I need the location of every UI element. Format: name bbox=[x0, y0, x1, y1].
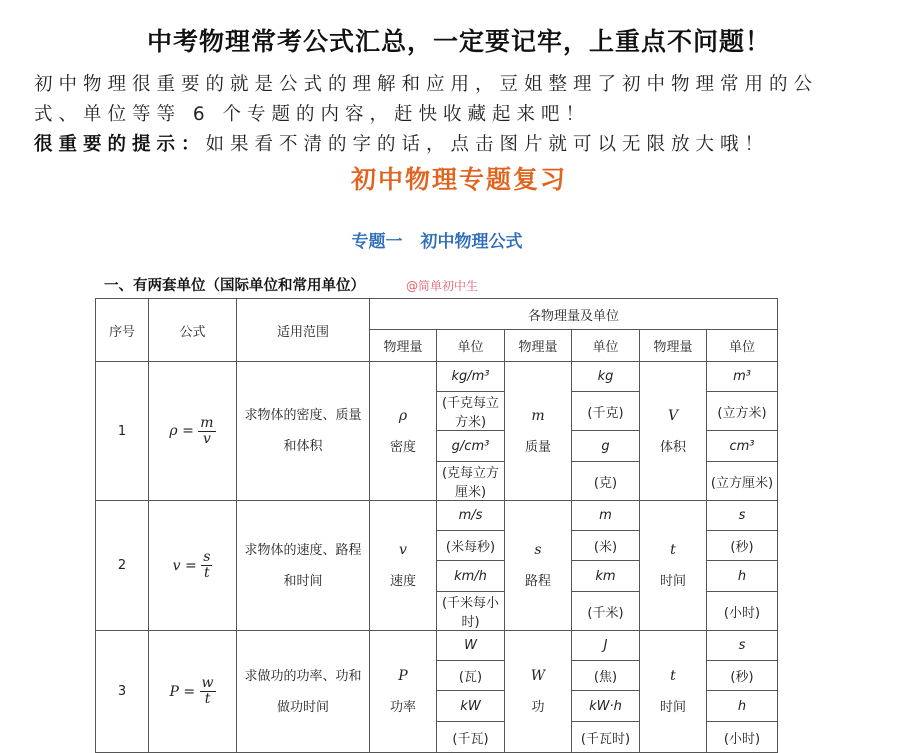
formula-numerator: w bbox=[201, 675, 214, 692]
formula-cell: v = $\frac{s}{t}$ bbox=[149, 501, 237, 631]
quantity-symbol: t bbox=[670, 542, 676, 558]
unit-note: (秒) bbox=[707, 661, 778, 691]
unit-cell: h bbox=[707, 561, 778, 592]
quantity-name: 功率 bbox=[389, 700, 416, 715]
unit-note: (立方厘米) bbox=[707, 462, 778, 501]
formula-cell: ρ = $\frac{m}{v}$ bbox=[149, 362, 237, 501]
tip-line bbox=[34, 130, 894, 156]
unit-cell: kW·h bbox=[572, 691, 640, 722]
quantity-name: 时间 bbox=[659, 574, 686, 589]
range-cell bbox=[237, 501, 370, 631]
unit-note: (瓦) bbox=[437, 661, 505, 691]
unit-cell: J bbox=[572, 631, 640, 661]
table-row bbox=[96, 631, 778, 661]
header-unit: 单位 bbox=[437, 330, 505, 362]
quantity-name: 路程 bbox=[524, 574, 551, 589]
unit-note: (克) bbox=[572, 462, 640, 501]
table-header-row bbox=[96, 299, 778, 330]
range-cell bbox=[237, 362, 370, 501]
range-line: 求做功的功率、功和 bbox=[244, 668, 362, 684]
unit-note: (克每立方厘米) bbox=[437, 462, 505, 501]
header-quantity: 物理量 bbox=[505, 330, 572, 362]
subheading-part2: 初中物理公式 bbox=[420, 232, 523, 252]
quantity-symbol: W bbox=[530, 668, 546, 684]
quantity-cell bbox=[505, 631, 572, 753]
unit-note: (千克) bbox=[572, 392, 640, 431]
formula-lhs: P bbox=[169, 683, 179, 700]
quantity-symbol: v bbox=[399, 542, 407, 558]
quantity-name: 速度 bbox=[389, 574, 416, 589]
unit-cell: km/h bbox=[437, 561, 505, 592]
quantity-cell bbox=[640, 631, 707, 753]
header-formula: 公式 bbox=[149, 299, 237, 362]
unit-cell: cm³ bbox=[707, 431, 778, 462]
tip-text: 如果看不清的字的话，点击图片就可以无限放大哦！ bbox=[205, 134, 770, 155]
formula-table bbox=[95, 298, 778, 753]
unit-note: (千米) bbox=[572, 592, 640, 631]
formula-numerator: m bbox=[200, 414, 214, 431]
range-cell bbox=[237, 631, 370, 753]
formula-numerator: s bbox=[203, 549, 211, 566]
unit-note: (千克每立方米) bbox=[437, 392, 505, 431]
table-row bbox=[96, 362, 778, 392]
unit-note: (小时) bbox=[707, 722, 778, 753]
quantity-symbol: t bbox=[670, 668, 676, 684]
range-line: 和时间 bbox=[283, 573, 323, 589]
unit-note: (千瓦时) bbox=[572, 722, 640, 753]
intro-line-1: 初中物理很重要的就是公式的理解和应用，豆姐整理了初中物理常用的公 bbox=[34, 74, 819, 95]
unit-cell: km bbox=[572, 561, 640, 592]
formula-denominator: t bbox=[204, 691, 211, 707]
header-group: 各物理量及单位 bbox=[370, 299, 778, 330]
unit-note: (千瓦) bbox=[437, 722, 505, 753]
quantity-cell bbox=[370, 631, 437, 753]
quantity-name: 体积 bbox=[659, 439, 686, 455]
formula-lhs: ρ bbox=[169, 423, 178, 439]
quantity-name: 质量 bbox=[524, 439, 551, 455]
unit-note: (立方米) bbox=[707, 392, 778, 431]
formula-cell: P = $\frac{w}{t}$ bbox=[149, 631, 237, 753]
unit-cell: m³ bbox=[707, 362, 778, 392]
unit-note: (米) bbox=[572, 531, 640, 561]
quantity-cell bbox=[370, 362, 437, 501]
range-line: 做功时间 bbox=[276, 699, 329, 715]
unit-cell: kW bbox=[437, 691, 505, 722]
quantity-cell bbox=[370, 501, 437, 631]
row-number: 1 bbox=[96, 362, 149, 501]
quantity-name: 密度 bbox=[389, 439, 416, 455]
quantity-name: 时间 bbox=[659, 700, 686, 715]
doc-subheading bbox=[0, 227, 874, 252]
unit-cell: g/cm³ bbox=[437, 431, 505, 462]
formula-denominator: v bbox=[202, 430, 211, 447]
unit-cell: W bbox=[437, 631, 505, 661]
unit-note: (小时) bbox=[707, 592, 778, 631]
unit-cell: m/s bbox=[437, 501, 505, 531]
header-quantity: 物理量 bbox=[640, 330, 707, 362]
quantity-cell bbox=[505, 501, 572, 631]
header-range: 适用范围 bbox=[237, 299, 370, 362]
quantity-symbol: m bbox=[531, 407, 545, 424]
unit-cell: s bbox=[707, 501, 778, 531]
row-number: 2 bbox=[96, 501, 149, 631]
unit-cell: kg bbox=[572, 362, 640, 392]
quantity-name: 功 bbox=[531, 700, 545, 715]
quantity-symbol: ρ bbox=[398, 407, 408, 424]
row-number: 3 bbox=[96, 631, 149, 753]
header-no: 序号 bbox=[96, 299, 149, 362]
unit-note: (千米每小时) bbox=[437, 592, 505, 631]
unit-cell: g bbox=[572, 431, 640, 462]
unit-cell: kg/m³ bbox=[437, 362, 505, 392]
header-unit: 单位 bbox=[572, 330, 640, 362]
section-title: 一、有两套单位（国际单位和常用单位） bbox=[104, 278, 365, 294]
unit-cell: s bbox=[707, 631, 778, 661]
unit-note: (米每秒) bbox=[437, 531, 505, 561]
unit-note: (焦) bbox=[572, 661, 640, 691]
range-line: 求物体的速度、路程 bbox=[244, 542, 362, 558]
quantity-symbol: P bbox=[398, 668, 408, 684]
watermark: @简单初中生 bbox=[406, 279, 479, 293]
range-line: 和体积 bbox=[283, 439, 323, 454]
quantity-cell bbox=[640, 501, 707, 631]
formula-lhs: v bbox=[172, 557, 181, 574]
quantity-symbol: V bbox=[667, 407, 679, 424]
header-unit: 单位 bbox=[707, 330, 778, 362]
unit-cell: h bbox=[707, 691, 778, 722]
doc-heading: 初中物理专题复习 bbox=[350, 165, 567, 194]
quantity-cell bbox=[505, 362, 572, 501]
unit-cell: m bbox=[572, 501, 640, 531]
subheading-part1: 专题一 bbox=[351, 232, 403, 252]
formula-denominator: t bbox=[203, 565, 210, 581]
header-quantity: 物理量 bbox=[370, 330, 437, 362]
quantity-symbol: s bbox=[534, 542, 542, 558]
table-row bbox=[96, 501, 778, 531]
article-title: 中考物理常考公式汇总，一定要记牢，上重点不问题！ bbox=[146, 27, 771, 56]
tip-label: 很重要的提示： bbox=[34, 134, 206, 155]
intro-line-2: 式、单位等等 6 个专题的内容，赶快收藏起来吧！ bbox=[34, 104, 591, 125]
quantity-cell bbox=[640, 362, 707, 501]
range-line: 求物体的密度、质量 bbox=[244, 408, 362, 423]
unit-note: (秒) bbox=[707, 531, 778, 561]
